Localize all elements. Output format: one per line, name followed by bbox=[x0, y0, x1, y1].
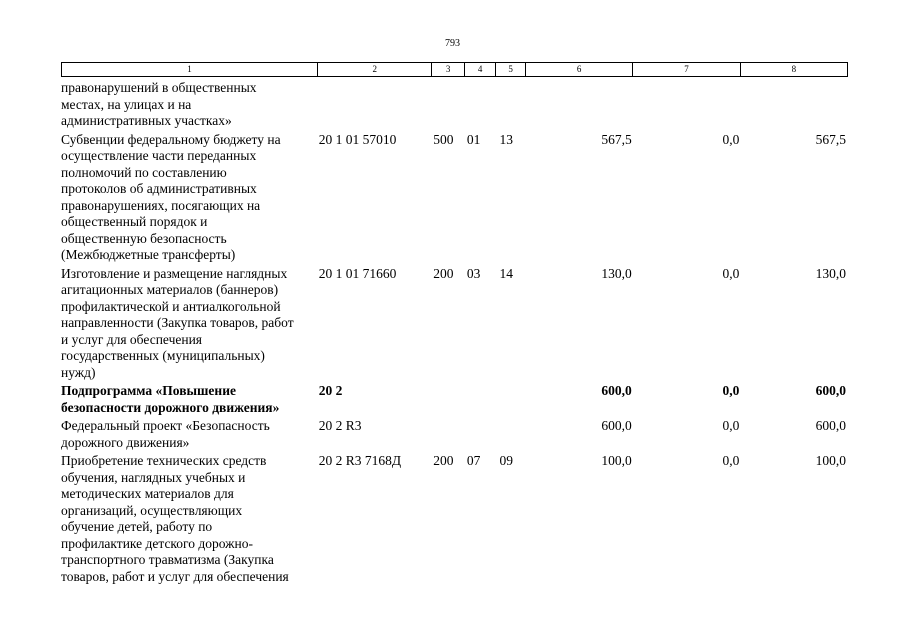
table-row bbox=[61, 266, 848, 382]
row-value-7: 0,0 bbox=[722, 453, 740, 468]
row-pr: 09 bbox=[499, 453, 513, 468]
row-pr bbox=[496, 80, 526, 130]
row-name: правонарушений в общественных местах, на улицах и на административных участках» bbox=[61, 80, 257, 128]
row-vr bbox=[432, 80, 465, 130]
row-code: 20 2 R3 7168Д bbox=[318, 453, 402, 468]
row-pr bbox=[496, 418, 526, 451]
row-value-7: 0,0 bbox=[722, 418, 740, 433]
row-vr bbox=[432, 383, 465, 416]
row-rz bbox=[465, 418, 497, 451]
table-row-subprogram bbox=[61, 383, 848, 416]
row-value-8: 130,0 bbox=[815, 265, 847, 281]
row-value-7 bbox=[634, 80, 742, 130]
row-value-7: 0,0 bbox=[722, 383, 740, 398]
page-number: 793 bbox=[445, 38, 460, 49]
row-value-6: 567,5 bbox=[601, 131, 632, 147]
row-value-6: 130,0 bbox=[601, 265, 632, 281]
row-pr: 13 bbox=[499, 131, 513, 147]
header-col-3: 3 bbox=[432, 63, 465, 76]
header-col-4: 4 bbox=[465, 63, 497, 76]
row-pr bbox=[496, 383, 526, 416]
row-vr bbox=[432, 418, 465, 451]
header-col-8: 8 bbox=[791, 64, 797, 74]
row-name: Приобретение технических средств обучения, наглядных учебных и методических материалов для организаций, осуществляющих обучение детей, работу по профилактике детского дорожно- транспортного травматизма (Закупка товаров, работ и услуг для обеспечения bbox=[61, 453, 289, 584]
table-row bbox=[61, 418, 848, 451]
header-col-2: 2 bbox=[318, 63, 432, 76]
row-name: Федеральный проект «Безопасность дорожного движения» bbox=[61, 418, 270, 450]
row-rz: 07 bbox=[466, 453, 481, 468]
row-value-7: 0,0 bbox=[722, 265, 740, 281]
row-name: Субвенции федеральному бюджету на осуществление части переданных полномочий по составлению протоколов об административных правонарушениях, посягающих на общественный порядок и общественную безопасность (Межбюджетные трансферты) bbox=[61, 131, 281, 262]
row-pr: 14 bbox=[499, 265, 513, 281]
row-vr: 500 bbox=[433, 131, 454, 147]
row-code: 20 1 01 71660 bbox=[318, 265, 397, 281]
row-value-8: 600,0 bbox=[815, 383, 847, 398]
row-code bbox=[318, 80, 433, 130]
header-col-1: 1 bbox=[62, 63, 318, 76]
row-value-6 bbox=[526, 80, 634, 130]
row-rz bbox=[465, 80, 497, 130]
row-vr: 200 bbox=[433, 453, 454, 468]
header-col-6: 6 bbox=[526, 63, 633, 76]
row-rz: 03 bbox=[466, 265, 481, 281]
row-name: Изготовление и размещение наглядных агитационных материалов (баннеров) профилактической и антиалкогольной направленности (Закупка товаров, работ и услуг для обеспечения государственных (муниципальных) нужд) bbox=[61, 265, 294, 380]
row-code: 20 2 bbox=[318, 383, 343, 398]
row-value-8: 100,0 bbox=[815, 453, 847, 468]
row-vr: 200 bbox=[433, 265, 454, 281]
row-value-6: 100,0 bbox=[601, 453, 632, 468]
row-code: 20 2 R3 bbox=[318, 418, 362, 433]
row-code: 20 1 01 57010 bbox=[318, 131, 397, 147]
row-value-8: 600,0 bbox=[815, 418, 847, 433]
row-value-8: 567,5 bbox=[815, 131, 847, 147]
row-value-6: 600,0 bbox=[601, 383, 632, 398]
row-rz bbox=[465, 383, 497, 416]
row-rz: 01 bbox=[466, 131, 481, 147]
header-col-5: 5 bbox=[496, 63, 526, 76]
row-value-7: 0,0 bbox=[722, 131, 740, 147]
table-row bbox=[61, 453, 848, 585]
row-name: Подпрограмма «Повышение безопасности дорожного движения» bbox=[61, 383, 280, 415]
table-row bbox=[61, 80, 848, 130]
table-row bbox=[61, 132, 848, 264]
row-value-6: 600,0 bbox=[601, 418, 632, 433]
table-body bbox=[61, 80, 848, 585]
row-value-8 bbox=[741, 80, 848, 130]
header-col-7: 7 bbox=[633, 63, 740, 76]
table-header bbox=[61, 62, 848, 77]
